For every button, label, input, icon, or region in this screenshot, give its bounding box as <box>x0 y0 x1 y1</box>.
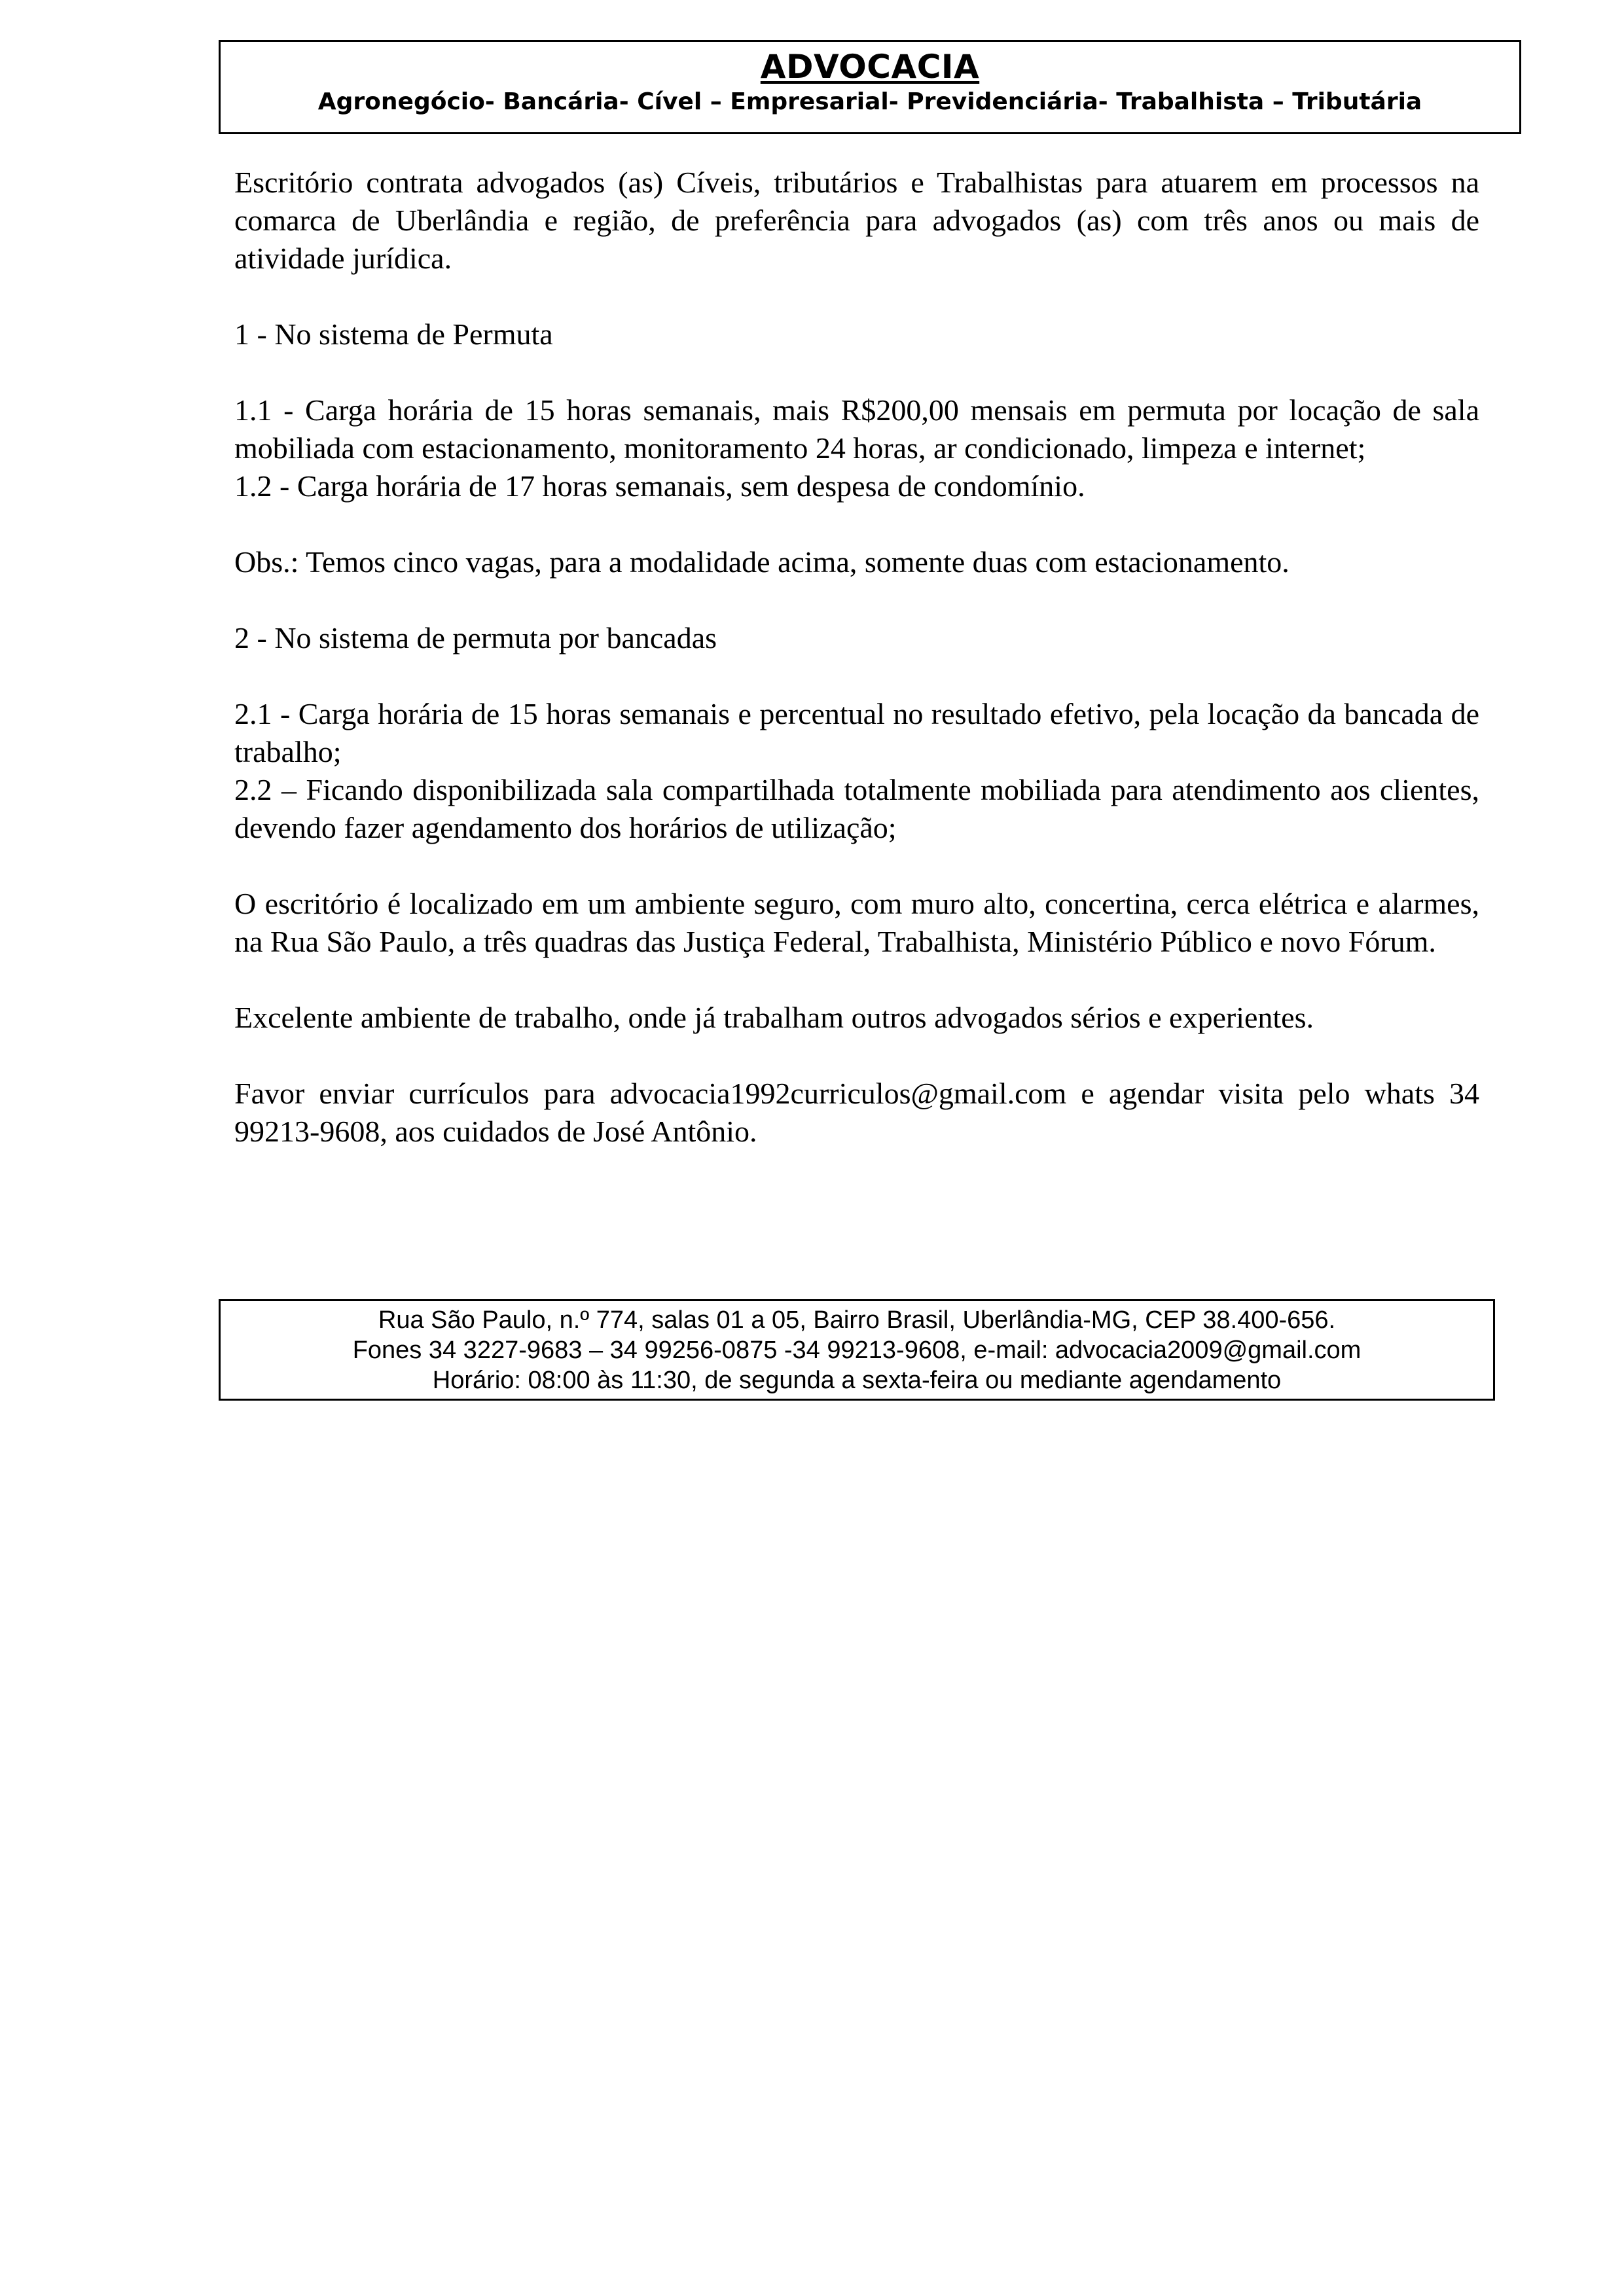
paragraph-spacer <box>234 657 1479 695</box>
document-body <box>234 164 1479 1151</box>
paragraph-spacer <box>234 847 1479 885</box>
section-1-title: 1 - No sistema de Permuta <box>234 317 553 351</box>
letterhead-header <box>219 40 1521 134</box>
intro-paragraph: Escritório contrata advogados (as) Cíveis, tributários e Trabalhistas para atuarem em processos na comarca de Uberlândia e região, de preferência para advogados (as) com três anos ou mais de atividade jurídica. <box>234 166 1479 275</box>
footer-hours: Horário: 08:00 às 11:30, de segunda a sexta-feira ou mediante agendamento <box>432 1367 1282 1394</box>
practice-areas-subtitle: Agronegócio- Bancária- Cível – Empresarial- Previdenciária- Trabalhista – Tributária <box>317 88 1422 115</box>
paragraph-spacer <box>234 961 1479 999</box>
paragraph-spacer <box>234 353 1479 391</box>
paragraph-spacer <box>234 581 1479 619</box>
location-paragraph: O escritório é localizado em um ambiente seguro, com muro alto, concertina, cerca elétrica e alarmes, na Rua São Paulo, a três quadras das Justiça Federal, Trabalhista, Ministério Público e novo Fórum. <box>234 887 1479 958</box>
page-title: ADVOCACIA <box>760 48 980 86</box>
section-2-title: 2 - No sistema de permuta por bancadas <box>234 621 717 655</box>
item-2-1: 2.1 - Carga horária de 15 horas semanais e percentual no resultado efetivo, pela locação da bancada de trabalho; <box>234 697 1479 768</box>
obs-paragraph: Obs.: Temos cinco vagas, para a modalidade acima, somente duas com estacionamento. <box>234 545 1290 579</box>
environment-paragraph: Excelente ambiente de trabalho, onde já trabalham outros advogados sérios e experientes. <box>234 1001 1314 1034</box>
paragraph-spacer <box>234 505 1479 543</box>
item-1-1: 1.1 - Carga horária de 15 horas semanais, mais R$200,00 mensais em permuta por locação de sala mobiliada com estacionamento, monitoramento 24 horas, ar condicionado, limpeza e internet; <box>234 393 1479 465</box>
item-2-2: 2.2 – Ficando disponibilizada sala compartilhada totalmente mobiliada para atendimento aos clientes, devendo fazer agendamento dos horários de utilização; <box>234 773 1479 844</box>
paragraph-spacer <box>234 278 1479 315</box>
footer-address: Rua São Paulo, n.º 774, salas 01 a 05, Bairro Brasil, Uberlândia-MG, CEP 38.400-656. <box>378 1306 1336 1334</box>
footer-phones: Fones 34 3227-9683 – 34 99256-0875 -34 99213-9608, e-mail: advocacia2009@gmail.com <box>352 1336 1362 1364</box>
paragraph-spacer <box>234 1037 1479 1075</box>
item-1-2: 1.2 - Carga horária de 17 horas semanais, sem despesa de condomínio. <box>234 469 1085 503</box>
contact-paragraph: Favor enviar currículos para advocacia1992curriculos@gmail.com e agendar visita pelo whats 34 99213-9608, aos cuidados de José Antônio. <box>234 1077 1479 1148</box>
letterhead-footer <box>219 1299 1495 1401</box>
